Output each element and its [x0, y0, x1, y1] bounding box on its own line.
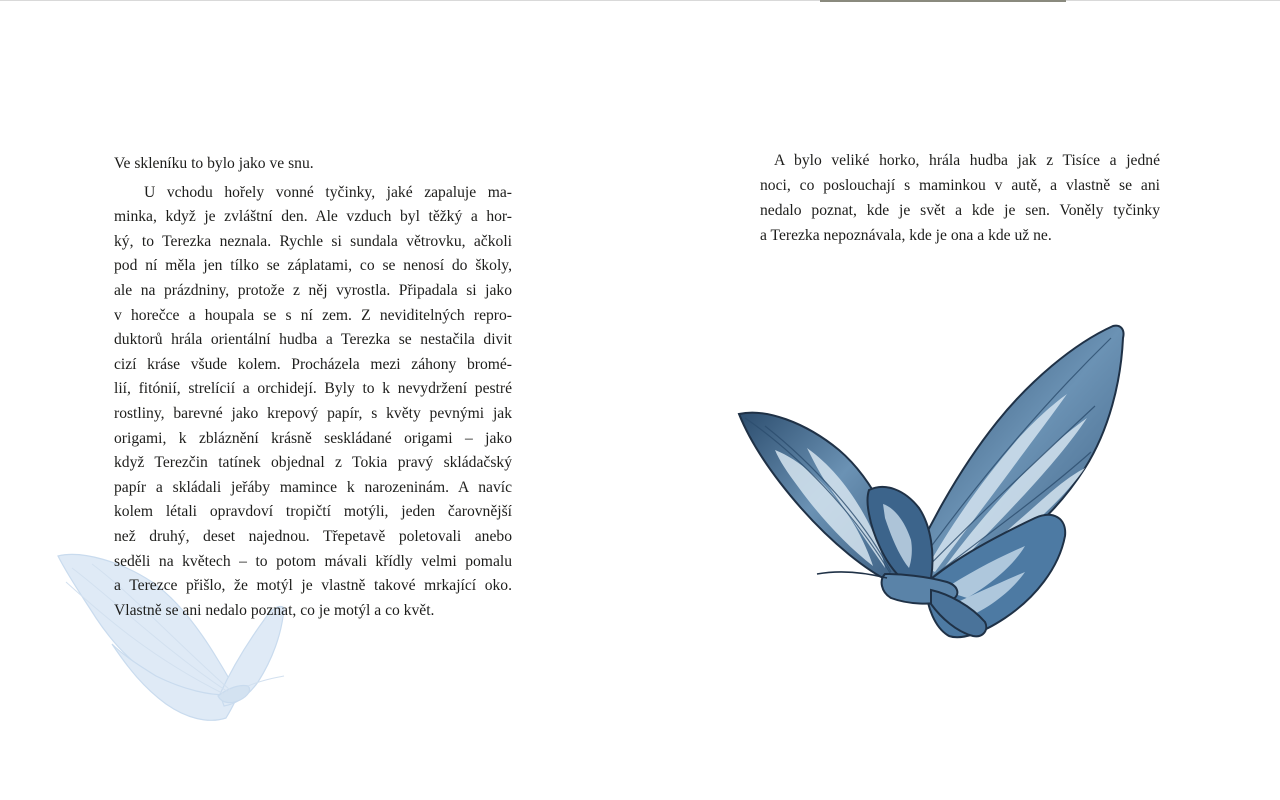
text-line: duktorů hrála orientální hudba a Terezka se nestačila divit — [114, 331, 512, 349]
text-line: v horečce a houpala se s ní zem. Z neviditelných repro- — [114, 306, 512, 324]
text-line: a Terezce přišlo, že motýl je vlastně takové mrkající oko. — [114, 577, 512, 595]
text-line: ale na prázdniny, protože z něj vyrostla. Připadala si jako — [114, 281, 512, 299]
right-page-text — [760, 148, 1160, 248]
paragraph-opening: Ve skleníku to bylo jako ve snu. — [114, 155, 314, 172]
text-line: rostliny, barevné jako krepový papír, s květy pevnými jak — [114, 404, 512, 422]
text-line: a Terezka nepoznávala, kde je ona a kde už ne. — [760, 227, 1052, 244]
text-line: ký, to Terezka neznala. Rychle si sundala větrovku, ačkoli — [114, 232, 512, 250]
text-line: minka, když je zvláštní den. Ale vzduch byl těžký a hor- — [114, 208, 512, 226]
text-line: origami, k zbláznění krásně seskládané origami – jako — [114, 429, 512, 447]
text-line: Vlastně se ani nedalo poznat, co je motýl a co květ. — [114, 601, 435, 619]
left-page-text — [114, 152, 512, 623]
text-line: pod ní měla jen tílko se záplatami, co se nenosí do školy, — [114, 257, 512, 275]
text-line: papír a skládali jeřáby mamince k narozeninám. A navíc — [114, 478, 512, 496]
text-line: cizí kráse všude kolem. Procházela mezi záhony bromé- — [114, 355, 512, 373]
paragraph-heat — [760, 148, 1160, 248]
text-line: kolem létali opravdoví tropičtí motýli, jeden čarovnější — [114, 503, 512, 521]
text-line: A bylo veliké horko, hrála hudba jak z Tisíce a jedné — [774, 152, 1160, 169]
text-line: U vchodu hořely vonné tyčinky, jaké zapaluje ma- — [144, 183, 512, 201]
text-line: když Terezčin tatínek objednal z Tokia pravý skládačský — [114, 454, 512, 472]
text-line: seděli na květech – to potom mávali křídly velmi pomalu — [114, 552, 512, 570]
text-line: nedalo poznat, kde je svět a kde je sen. Voněly tyčinky — [760, 202, 1160, 219]
text-line: lií, fitónií, strelícií a orchidejí. Byly to k nevydržení pestré — [114, 380, 512, 398]
text-line: noci, co poslouchají s maminkou v autě, a vlastně se ani — [760, 177, 1160, 194]
text-line: než druhý, deset najednou. Třepetavě poletovali anebo — [114, 527, 512, 545]
blue-butterfly-icon — [735, 322, 1135, 642]
paragraph-greenhouse — [114, 181, 512, 624]
right-page — [640, 0, 1280, 800]
